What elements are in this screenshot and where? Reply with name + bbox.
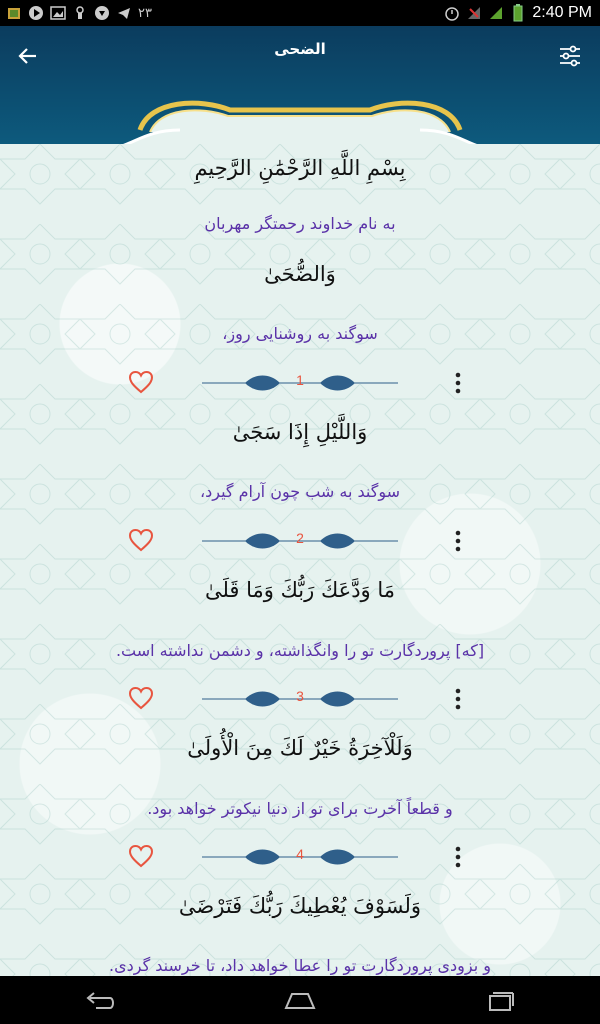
nav-recents-button[interactable] [480,985,520,1015]
nav-back-button[interactable] [80,985,120,1015]
settings-sliders-icon [556,42,584,70]
intro-translation: سوگند به روشنایی روز، [222,324,378,343]
back-icon [82,988,118,1012]
verse-arabic-1: وَاللَّيْلِ إِذَا سَجَىٰ [232,420,368,444]
decorative-arch [0,90,600,144]
verse-number: 1 [296,372,304,388]
home-icon [282,988,318,1012]
page-title: الضحی [274,40,326,58]
telegram-icon [116,5,132,21]
verse-arabic-4: وَلَسَوْفَ يُعْطِيكَ رَبُّكَ فَتَرْضَىٰ [178,894,422,918]
recents-icon [482,988,518,1012]
clock: 2:40 PM [532,4,592,21]
verse-divider-2 [0,526,600,556]
nav-home-button[interactable] [280,985,320,1015]
verse-translation-4: و بزودی پروردگارت تو را عطا خواهد داد، تا خرسند گردی. [109,956,491,975]
more-options-icon[interactable] [448,528,468,554]
battery-icon [510,5,526,21]
alarm-icon [444,5,460,21]
verse-translation-1: سوگند به شب چون آرام گیرد، [199,482,401,501]
verse-arabic-3: وَلَلْآخِرَةُ خَيْرٌ لَكَ مِنَ الْأُولَىٰ [187,736,413,760]
more-options-icon[interactable] [448,370,468,396]
image-icon [50,5,66,21]
notification-count: ۲۳ [138,5,152,21]
verse-translation-3: و قطعاً آخرت برای تو از دنیا نیکوتر خواهد بود. [147,799,453,818]
signal-icon [488,5,504,21]
no-signal-icon [466,5,482,21]
play-icon [28,5,44,21]
verse-arabic-2: مَا وَدَّعَكَ رَبُّكَ وَمَا قَلَىٰ [204,578,396,602]
verse-number: 3 [296,688,304,704]
verse-translation-2: [که] پروردگارت تو را وانگذاشته، و دشمن نداشته است. [115,641,485,660]
verse-number: 2 [296,530,304,546]
app-icon [6,5,22,21]
app-header [0,26,600,144]
verse-number: 4 [296,846,304,862]
more-options-icon[interactable] [448,686,468,712]
verse-divider-3 [0,684,600,714]
bismillah-arabic: بِسْمِ اللَّهِ الرَّحْمَٰنِ الرَّحِيمِ [194,156,406,180]
settings-button[interactable] [556,42,584,70]
bismillah-translation: به نام خداوند رحمتگر مهربان [204,214,396,233]
surah-content[interactable] [0,144,600,976]
usb-icon [72,5,88,21]
download-icon [94,5,110,21]
status-bar [0,0,600,26]
intro-arabic: وَالضُّحَىٰ [264,262,336,286]
more-options-icon[interactable] [448,844,468,870]
verse-divider-1 [0,368,600,398]
navigation-bar [0,976,600,1024]
verse-divider-4 [0,842,600,872]
